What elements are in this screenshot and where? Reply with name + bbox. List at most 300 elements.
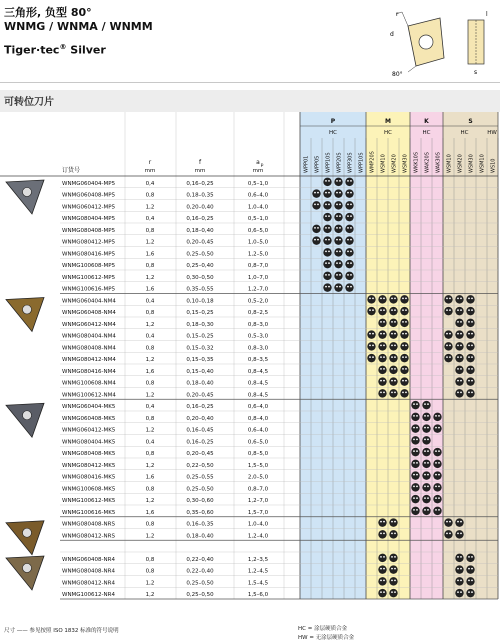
recommended-grade-icon-eye xyxy=(350,215,352,217)
recommended-grade-icon-eye xyxy=(413,497,415,499)
recommended-grade-icon xyxy=(466,389,474,397)
recommended-grade-icon-eye xyxy=(328,215,330,217)
recommended-grade-icon xyxy=(378,295,386,303)
row-r: 0,4 xyxy=(145,333,155,340)
recommended-grade-icon-eye xyxy=(468,556,470,558)
group-hw-S: HW xyxy=(487,130,497,136)
row-r: 0,8 xyxy=(145,415,155,422)
recommended-grade-icon-eye xyxy=(405,380,407,382)
recommended-grade-icon xyxy=(334,178,342,186)
recommended-grade-icon xyxy=(389,518,397,526)
recommended-grade-icon-eye xyxy=(468,591,470,593)
row-r: 0,8 xyxy=(145,568,155,575)
grade-header-WPP01: WPP01 xyxy=(303,155,310,173)
recommended-grade-icon-eye xyxy=(468,356,470,358)
recommended-grade-icon-eye xyxy=(369,356,371,358)
recommended-grade-icon-eye xyxy=(325,239,327,241)
row-code: WNMG060408-NM4 xyxy=(62,310,116,316)
grade-header-WPP10S: WPP10S xyxy=(358,152,365,173)
recommended-grade-icon xyxy=(378,330,386,338)
recommended-grade-icon-eye xyxy=(460,591,462,593)
recommended-grade-icon-eye xyxy=(457,591,459,593)
recommended-grade-icon xyxy=(411,483,419,491)
recommended-grade-icon xyxy=(466,577,474,585)
recommended-grade-icon xyxy=(400,366,408,374)
row-ap: 0,5–1,0 xyxy=(247,180,269,187)
recommended-grade-icon-eye xyxy=(427,497,429,499)
recommended-grade-icon-eye xyxy=(460,579,462,581)
registered-mark: ® xyxy=(59,43,67,51)
recommended-grade-icon-eye xyxy=(416,438,418,440)
row-ap: 1,5–7,0 xyxy=(247,509,269,516)
row-f: 0,15–0,25 xyxy=(186,310,214,316)
insert-image-mk5 xyxy=(6,403,44,437)
row-f: 0,20–0,45 xyxy=(186,392,214,399)
recommended-grade-icon-eye xyxy=(468,297,470,299)
recommended-grade-icon-eye xyxy=(336,239,338,241)
recommended-grade-icon xyxy=(444,354,452,362)
recommended-grade-icon xyxy=(389,307,397,315)
recommended-grade-icon-eye xyxy=(413,485,415,487)
recommended-grade-icon-eye xyxy=(369,309,371,311)
insert-image-mk5-shape xyxy=(6,403,44,437)
recommended-grade-icon-eye xyxy=(413,415,415,417)
row-code: WNMG060412-NM4 xyxy=(62,321,116,328)
recommended-grade-icon xyxy=(455,577,463,585)
recommended-grade-icon-eye xyxy=(427,474,429,476)
grade-table xyxy=(0,112,500,612)
recommended-grade-icon-eye xyxy=(460,309,462,311)
recommended-grade-icon-eye xyxy=(369,344,371,346)
recommended-grade-icon-eye xyxy=(438,462,440,464)
recommended-grade-icon xyxy=(400,354,408,362)
recommended-grade-icon-eye xyxy=(391,344,393,346)
row-ap: 0,8–4,0 xyxy=(247,415,269,422)
recommended-grade-icon-eye xyxy=(380,380,382,382)
recommended-grade-icon-eye xyxy=(413,403,415,405)
recommended-grade-icon-eye xyxy=(380,356,382,358)
row-ap: 1,2–5,0 xyxy=(247,251,269,258)
recommended-grade-icon xyxy=(400,389,408,397)
group-letter-P: P xyxy=(330,118,336,125)
row-code: WNMG060404-MP5 xyxy=(62,180,116,187)
row-ap: 1,2–7,0 xyxy=(247,286,269,293)
row-code: WNMG100612-MP5 xyxy=(62,274,116,281)
row-f: 0,35–0,60 xyxy=(186,509,214,516)
recommended-grade-icon xyxy=(455,307,463,315)
row-ap: 0,8–2,5 xyxy=(247,310,269,316)
row-ap: 0,8–4,5 xyxy=(247,392,269,399)
insert-image-nrs-hole xyxy=(23,528,32,537)
recommended-grade-icon-eye xyxy=(347,250,349,252)
recommended-grade-icon-eye xyxy=(391,591,393,593)
recommended-grade-icon-eye xyxy=(391,368,393,370)
recommended-grade-icon-eye xyxy=(446,297,448,299)
recommended-grade-icon xyxy=(378,389,386,397)
recommended-grade-icon xyxy=(466,589,474,597)
recommended-grade-icon-eye xyxy=(427,403,429,405)
recommended-grade-icon-eye xyxy=(347,203,349,205)
row-ap: 1,2–4,5 xyxy=(247,568,269,575)
recommended-grade-icon xyxy=(345,201,353,209)
recommended-grade-icon xyxy=(389,342,397,350)
recommended-grade-icon-eye xyxy=(435,450,437,452)
recommended-grade-icon xyxy=(466,565,474,573)
recommended-grade-icon-eye xyxy=(435,462,437,464)
recommended-grade-icon xyxy=(378,377,386,385)
row-f: 0,16–0,25 xyxy=(186,216,214,222)
recommended-grade-icon-eye xyxy=(394,556,396,558)
recommended-grade-icon-eye xyxy=(438,485,440,487)
recommended-grade-icon xyxy=(422,471,430,479)
diagram-l-label: l xyxy=(486,11,488,18)
row-code: WNMG080408-MK5 xyxy=(62,451,116,457)
insert-image-mk5-hole xyxy=(23,411,32,420)
recommended-grade-icon-eye xyxy=(471,309,473,311)
recommended-grade-icon-eye xyxy=(383,368,385,370)
row-r: 0,8 xyxy=(145,486,155,493)
recommended-grade-icon-eye xyxy=(383,591,385,593)
recommended-grade-icon-eye xyxy=(380,297,382,299)
recommended-grade-icon-eye xyxy=(336,215,338,217)
recommended-grade-icon-eye xyxy=(350,286,352,288)
recommended-grade-icon xyxy=(323,178,331,186)
recommended-grade-icon-eye xyxy=(471,356,473,358)
recommended-grade-icon-eye xyxy=(383,333,385,335)
grade-header-WPP10S: WPP10S xyxy=(325,152,332,173)
row-r: 0,4 xyxy=(145,298,155,305)
recommended-grade-icon-eye xyxy=(314,227,316,229)
row-ap: 0,6–5,0 xyxy=(247,439,269,446)
diagram-angle-label: 80° xyxy=(392,71,403,78)
recommended-grade-icon-eye xyxy=(372,344,374,346)
recommended-grade-icon-eye xyxy=(468,380,470,382)
recommended-grade-icon-eye xyxy=(372,297,374,299)
recommended-grade-icon-eye xyxy=(460,333,462,335)
row-r: 0,8 xyxy=(145,263,155,269)
recommended-grade-icon xyxy=(389,354,397,362)
row-code: WNMG060412-MP5 xyxy=(62,204,116,211)
row-f: 0,10–0,18 xyxy=(186,298,214,305)
row-f: 0,25–0,50 xyxy=(186,486,214,493)
recommended-grade-icon-eye xyxy=(457,309,459,311)
insert-image-nr4 xyxy=(6,556,44,590)
grade-header-WSM20: WSM20 xyxy=(457,154,464,173)
recommended-grade-icon-eye xyxy=(402,380,404,382)
recommended-grade-icon-eye xyxy=(413,462,415,464)
row-ap: 0,8–4,5 xyxy=(247,368,269,375)
group-letter-M: M xyxy=(385,118,391,125)
recommended-grade-icon-eye xyxy=(317,203,319,205)
recommended-grade-icon-eye xyxy=(325,203,327,205)
row-code: WNMG100616-MP5 xyxy=(62,286,116,293)
recommended-grade-icon xyxy=(422,483,430,491)
recommended-grade-icon-eye xyxy=(383,344,385,346)
recommended-grade-icon-eye xyxy=(314,203,316,205)
row-f: 0,18–0,35 xyxy=(186,192,214,199)
recommended-grade-icon-eye xyxy=(394,344,396,346)
row-r: 0,8 xyxy=(145,556,155,563)
recommended-grade-icon-eye xyxy=(380,568,382,570)
recommended-grade-icon xyxy=(455,319,463,327)
row-r: 0,4 xyxy=(145,404,155,410)
recommended-grade-icon xyxy=(433,448,441,456)
recommended-grade-icon-eye xyxy=(457,579,459,581)
recommended-grade-icon-eye xyxy=(446,532,448,534)
recommended-grade-icon xyxy=(444,518,452,526)
recommended-grade-icon-eye xyxy=(471,368,473,370)
recommended-grade-icon-eye xyxy=(471,380,473,382)
row-ap: 0,8–5,0 xyxy=(247,451,269,457)
row-f: 0,25–0,50 xyxy=(186,592,214,598)
row-ap: 1,5–6,0 xyxy=(247,592,269,598)
row-f: 0,22–0,40 xyxy=(186,568,214,575)
recommended-grade-icon-eye xyxy=(380,532,382,534)
recommended-grade-icon xyxy=(455,330,463,338)
group-hc-S: HC xyxy=(460,130,469,136)
recommended-grade-icon-eye xyxy=(424,474,426,476)
recommended-grade-icon-eye xyxy=(427,438,429,440)
row-code: WNMG080412-NR4 xyxy=(62,580,115,587)
grade-header-WAK30S: WAK30S xyxy=(435,152,442,173)
recommended-grade-icon xyxy=(466,354,474,362)
row-f: 0,15–0,32 xyxy=(186,345,214,352)
insert-image-nrs-shape xyxy=(6,521,44,555)
insert-image-nrs xyxy=(6,521,44,555)
r-unit: mm xyxy=(144,168,156,174)
footer-note: 尺寸 —— 参见按照 ISO 1832 标准的符号说明 xyxy=(4,628,119,634)
recommended-grade-icon-eye xyxy=(350,203,352,205)
recommended-grade-icon xyxy=(345,260,353,268)
recommended-grade-icon xyxy=(422,401,430,409)
grade-header-WSM30: WSM30 xyxy=(402,154,409,173)
recommended-grade-icon xyxy=(378,342,386,350)
recommended-grade-icon-eye xyxy=(471,321,473,323)
recommended-grade-icon xyxy=(345,283,353,291)
group-hc-K: HC xyxy=(422,130,431,136)
recommended-grade-icon-eye xyxy=(446,333,448,335)
recommended-grade-icon-eye xyxy=(369,333,371,335)
recommended-grade-icon-eye xyxy=(438,427,440,429)
grade-header-WPP05: WPP05 xyxy=(314,155,321,173)
row-code: WNMG100608-MP5 xyxy=(62,263,116,269)
recommended-grade-icon-eye xyxy=(402,368,404,370)
row-f: 0,18–0,30 xyxy=(186,321,214,328)
recommended-grade-icon xyxy=(334,236,342,244)
row-r: 0,8 xyxy=(145,380,155,387)
row-code: WNMG060408-MP5 xyxy=(62,192,116,199)
recommended-grade-icon-eye xyxy=(424,450,426,452)
recommended-grade-icon-eye xyxy=(394,356,396,358)
recommended-grade-icon xyxy=(334,283,342,291)
row-ap: 1,5–5,0 xyxy=(247,462,269,469)
recommended-grade-icon xyxy=(444,530,452,538)
recommended-grade-icon xyxy=(444,342,452,350)
recommended-grade-icon-eye xyxy=(369,297,371,299)
row-r: 1,6 xyxy=(145,474,155,481)
recommended-grade-icon-eye xyxy=(394,521,396,523)
recommended-grade-icon-eye xyxy=(457,521,459,523)
recommended-grade-icon-eye xyxy=(350,227,352,229)
recommended-grade-icon xyxy=(400,377,408,385)
row-r: 1,2 xyxy=(145,321,155,328)
group-band-K xyxy=(410,112,443,599)
row-ap: 1,2–3,5 xyxy=(247,556,269,563)
recommended-grade-icon xyxy=(411,413,419,421)
recommended-grade-icon xyxy=(466,330,474,338)
recommended-grade-icon-eye xyxy=(446,344,448,346)
recommended-grade-icon-eye xyxy=(391,380,393,382)
recommended-grade-icon-eye xyxy=(405,356,407,358)
recommended-grade-icon-eye xyxy=(402,321,404,323)
row-ap: 0,6–4,0 xyxy=(247,427,269,434)
recommended-grade-icon-eye xyxy=(416,497,418,499)
recommended-grade-icon-eye xyxy=(416,403,418,405)
recommended-grade-icon xyxy=(444,295,452,303)
recommended-grade-icon-eye xyxy=(416,485,418,487)
recommended-grade-icon-eye xyxy=(416,415,418,417)
recommended-grade-icon xyxy=(400,330,408,338)
recommended-grade-icon-eye xyxy=(457,556,459,558)
recommended-grade-icon-eye xyxy=(380,368,382,370)
row-r: 1,2 xyxy=(145,580,155,587)
insert-image-nr4-shape xyxy=(6,556,44,590)
row-ap: 0,6–4,0 xyxy=(247,404,269,410)
recommended-grade-icon xyxy=(422,507,430,515)
recommended-grade-icon xyxy=(334,272,342,280)
row-code: WNMG100612-NR4 xyxy=(62,592,115,598)
r-header: r xyxy=(148,159,152,166)
recommended-grade-icon-eye xyxy=(336,203,338,205)
recommended-grade-icon xyxy=(334,201,342,209)
diagram-d-label: d xyxy=(390,31,394,38)
recommended-grade-icon-eye xyxy=(383,521,385,523)
row-r: 1,2 xyxy=(145,462,155,469)
row-code: WNMG080416-NM4 xyxy=(62,368,116,375)
recommended-grade-icon-eye xyxy=(394,333,396,335)
row-ap: 2,0–5,0 xyxy=(247,474,269,481)
recommended-grade-icon-eye xyxy=(435,497,437,499)
recommended-grade-icon-eye xyxy=(427,450,429,452)
recommended-grade-icon-eye xyxy=(383,579,385,581)
recommended-grade-icon xyxy=(389,330,397,338)
recommended-grade-icon-eye xyxy=(427,462,429,464)
recommended-grade-icon-eye xyxy=(435,509,437,511)
row-f: 0,22–0,40 xyxy=(186,556,214,563)
row-r: 1,2 xyxy=(145,274,155,281)
row-code: WNMG080404-MK5 xyxy=(62,439,116,446)
header xyxy=(4,6,153,58)
recommended-grade-icon xyxy=(389,577,397,585)
recommended-grade-icon-eye xyxy=(391,309,393,311)
recommended-grade-icon-eye xyxy=(339,250,341,252)
recommended-grade-icon-eye xyxy=(339,203,341,205)
row-code: WNMG080408-NM4 xyxy=(62,345,116,352)
recommended-grade-icon-eye xyxy=(435,474,437,476)
insert-image-mp5-hole xyxy=(23,188,32,197)
row-f: 0,16–0,25 xyxy=(186,404,214,410)
recommended-grade-icon-eye xyxy=(380,309,382,311)
row-f: 0,25–0,50 xyxy=(186,251,214,258)
recommended-grade-icon-eye xyxy=(427,427,429,429)
recommended-grade-icon xyxy=(323,272,331,280)
recommended-grade-icon-eye xyxy=(471,579,473,581)
row-code: WNMG060404-NM4 xyxy=(62,298,116,305)
recommended-grade-icon xyxy=(433,507,441,515)
recommended-grade-icon xyxy=(411,507,419,515)
recommended-grade-icon xyxy=(433,495,441,503)
recommended-grade-icon xyxy=(466,295,474,303)
row-ap: 1,0–5,0 xyxy=(247,239,269,246)
recommended-grade-icon xyxy=(411,448,419,456)
recommended-grade-icon xyxy=(323,236,331,244)
recommended-grade-icon-eye xyxy=(383,297,385,299)
grade-header-WSM10: WSM10 xyxy=(446,154,453,173)
ap-sub: p xyxy=(260,163,264,168)
recommended-grade-icon-eye xyxy=(336,250,338,252)
recommended-grade-icon-eye xyxy=(391,356,393,358)
row-r: 0,4 xyxy=(145,439,155,446)
recommended-grade-icon-eye xyxy=(460,556,462,558)
recommended-grade-icon-eye xyxy=(402,297,404,299)
recommended-grade-icon-eye xyxy=(446,309,448,311)
recommended-grade-icon-eye xyxy=(416,450,418,452)
row-f: 0,20–0,45 xyxy=(186,239,214,246)
recommended-grade-icon xyxy=(422,424,430,432)
recommended-grade-icon xyxy=(411,460,419,468)
recommended-grade-icon-eye xyxy=(471,556,473,558)
recommended-grade-icon-eye xyxy=(460,380,462,382)
order-header: 订货号 xyxy=(62,167,81,174)
recommended-grade-icon-eye xyxy=(457,297,459,299)
row-ap: 0,8–3,5 xyxy=(247,357,269,363)
recommended-grade-icon-eye xyxy=(402,391,404,393)
row-f: 0,16–0,25 xyxy=(186,180,214,187)
recommended-grade-icon-eye xyxy=(402,333,404,335)
recommended-grade-icon-eye xyxy=(394,579,396,581)
recommended-grade-icon-eye xyxy=(468,391,470,393)
row-code: WNMG080416-MP5 xyxy=(62,251,116,258)
row-code: WNMG100608-NM4 xyxy=(62,380,116,387)
recommended-grade-icon-eye xyxy=(394,380,396,382)
recommended-grade-icon xyxy=(367,307,375,315)
grade-header-WS10: WS10 xyxy=(490,158,497,173)
recommended-grade-icon xyxy=(378,518,386,526)
recommended-grade-icon xyxy=(378,530,386,538)
row-r: 0,8 xyxy=(145,310,155,316)
row-r: 1,2 xyxy=(145,392,155,399)
recommended-grade-icon-eye xyxy=(424,497,426,499)
section-label: 可转位刀片 xyxy=(4,97,54,108)
insert-image-nm4 xyxy=(6,298,44,332)
recommended-grade-icon-eye xyxy=(457,368,459,370)
row-code: WNMG100612-NM4 xyxy=(62,392,116,399)
recommended-grade-icon-eye xyxy=(446,356,448,358)
recommended-grade-icon xyxy=(312,189,320,197)
recommended-grade-icon-eye xyxy=(380,579,382,581)
recommended-grade-icon-eye xyxy=(435,485,437,487)
product-name-rest: Silver xyxy=(66,43,106,57)
recommended-grade-icon xyxy=(444,330,452,338)
row-f: 0,18–0,40 xyxy=(186,380,214,387)
row-r: 1,6 xyxy=(145,286,155,293)
recommended-grade-icon xyxy=(389,389,397,397)
row-ap: 0,8–3,0 xyxy=(247,345,269,352)
recommended-grade-icon-eye xyxy=(438,497,440,499)
recommended-grade-icon-eye xyxy=(457,321,459,323)
row-ap: 1,2–7,0 xyxy=(247,498,269,504)
recommended-grade-icon-eye xyxy=(416,427,418,429)
